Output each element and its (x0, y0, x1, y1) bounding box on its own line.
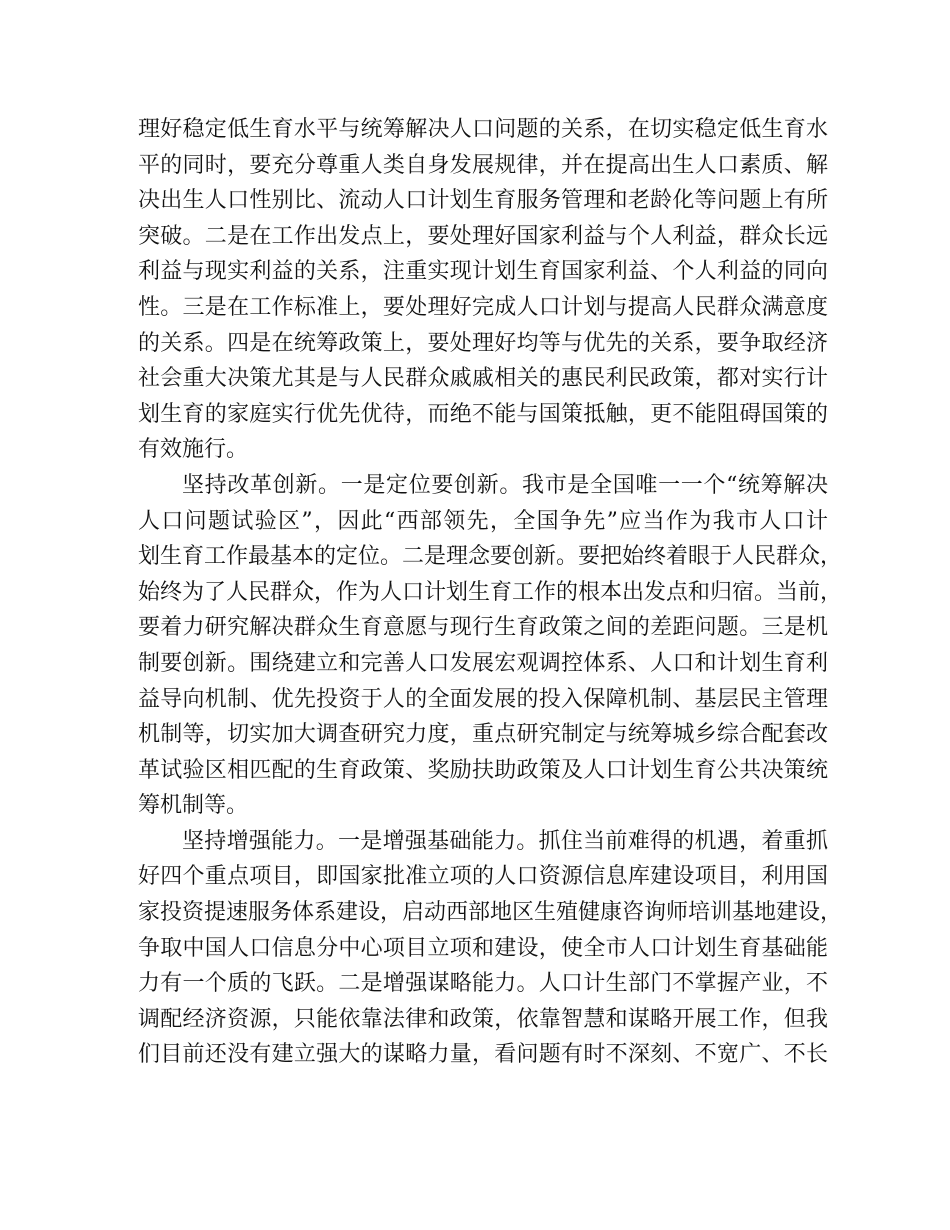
text-line: 理好稳定低生育水平与统筹解决人口问题的关系，在切实稳定低生育水 (138, 117, 828, 142)
text-line: 调配经济资源，只能依靠法律和政策，依靠智慧和谋略开展工作，但我 (138, 1006, 828, 1032)
text-line: 的关系。四是在统筹政策上，要处理好均等与优先的关系，要争取经济 (138, 330, 828, 356)
text-line: 机制等，切实加大调查研究力度，重点研究制定与统筹城乡综合配套改 (138, 722, 828, 748)
paragraph-first-line: 坚持改革创新。一是定位要创新。我市是全国唯一一个“统筹解决 (182, 472, 828, 498)
text-line: 力有一个质的飞跃。二是增强谋略能力。人口计生部门不掌握产业，不 (138, 971, 828, 997)
text-line: 划生育的家庭实行优先优待，而绝不能与国策抵触，更不能阻碍国策的 (138, 401, 828, 427)
text-line: 制要创新。围绕建立和完善人口发展宏观调控体系、人口和计划生育利 (138, 650, 828, 676)
text-line: 决出生人口性别比、流动人口计划生育服务管理和老龄化等问题上有所 (138, 188, 828, 214)
paragraph-end-line: 筹机制等。 (138, 793, 249, 819)
document-body (138, 112, 843, 1073)
text-line: 突破。二是在工作出发点上，要处理好国家利益与个人利益，群众长远 (138, 223, 828, 249)
text-line: 平的同时，要充分尊重人类自身发展规律，并在提高出生人口素质、解 (138, 152, 828, 178)
text-line: 好四个重点项目，即国家批准立项的人口资源信息库建设项目，利用国 (138, 864, 828, 890)
text-line: 要着力研究解决群众生育意愿与现行生育政策之间的差距问题。三是机 (138, 615, 828, 641)
text-line: 划生育工作最基本的定位。二是理念要创新。要把始终着眼于人民群众， (138, 544, 843, 570)
text-line: 始终为了人民群众，作为人口计划生育工作的根本出发点和归宿。当前， (138, 579, 843, 605)
text-line: 革试验区相匹配的生育政策、奖励扶助政策及人口计划生育公共决策统 (138, 757, 828, 783)
text-line: 性。三是在工作标准上，要处理好完成人口计划与提高人民群众满意度 (138, 294, 828, 320)
text-line: 益导向机制、优先投资于人的全面发展的投入保障机制、基层民主管理 (138, 686, 828, 712)
text-line: 们目前还没有建立强大的谋略力量，看问题有时不深刻、不宽广、不长 (138, 1042, 828, 1068)
text-line: 社会重大决策尤其是与人民群众戚戚相关的惠民利民政策，都对实行计 (138, 366, 828, 392)
text-line: 家投资提速服务体系建设，启动西部地区生殖健康咨询师培训基地建设， (138, 900, 843, 926)
text-line: 争取中国人口信息分中心项目立项和建设，使全市人口计划生育基础能 (138, 935, 828, 961)
paragraph-first-line: 坚持增强能力。一是增强基础能力。抓住当前难得的机遇，着重抓 (182, 828, 828, 854)
paragraph-end-line: 有效施行。 (138, 437, 249, 463)
text-line: 人口问题试验区”，因此“西部领先，全国争先”应当作为我市人口计 (138, 508, 828, 534)
text-line: 利益与现实利益的关系，注重实现计划生育国家利益、个人利益的同向 (138, 259, 828, 285)
